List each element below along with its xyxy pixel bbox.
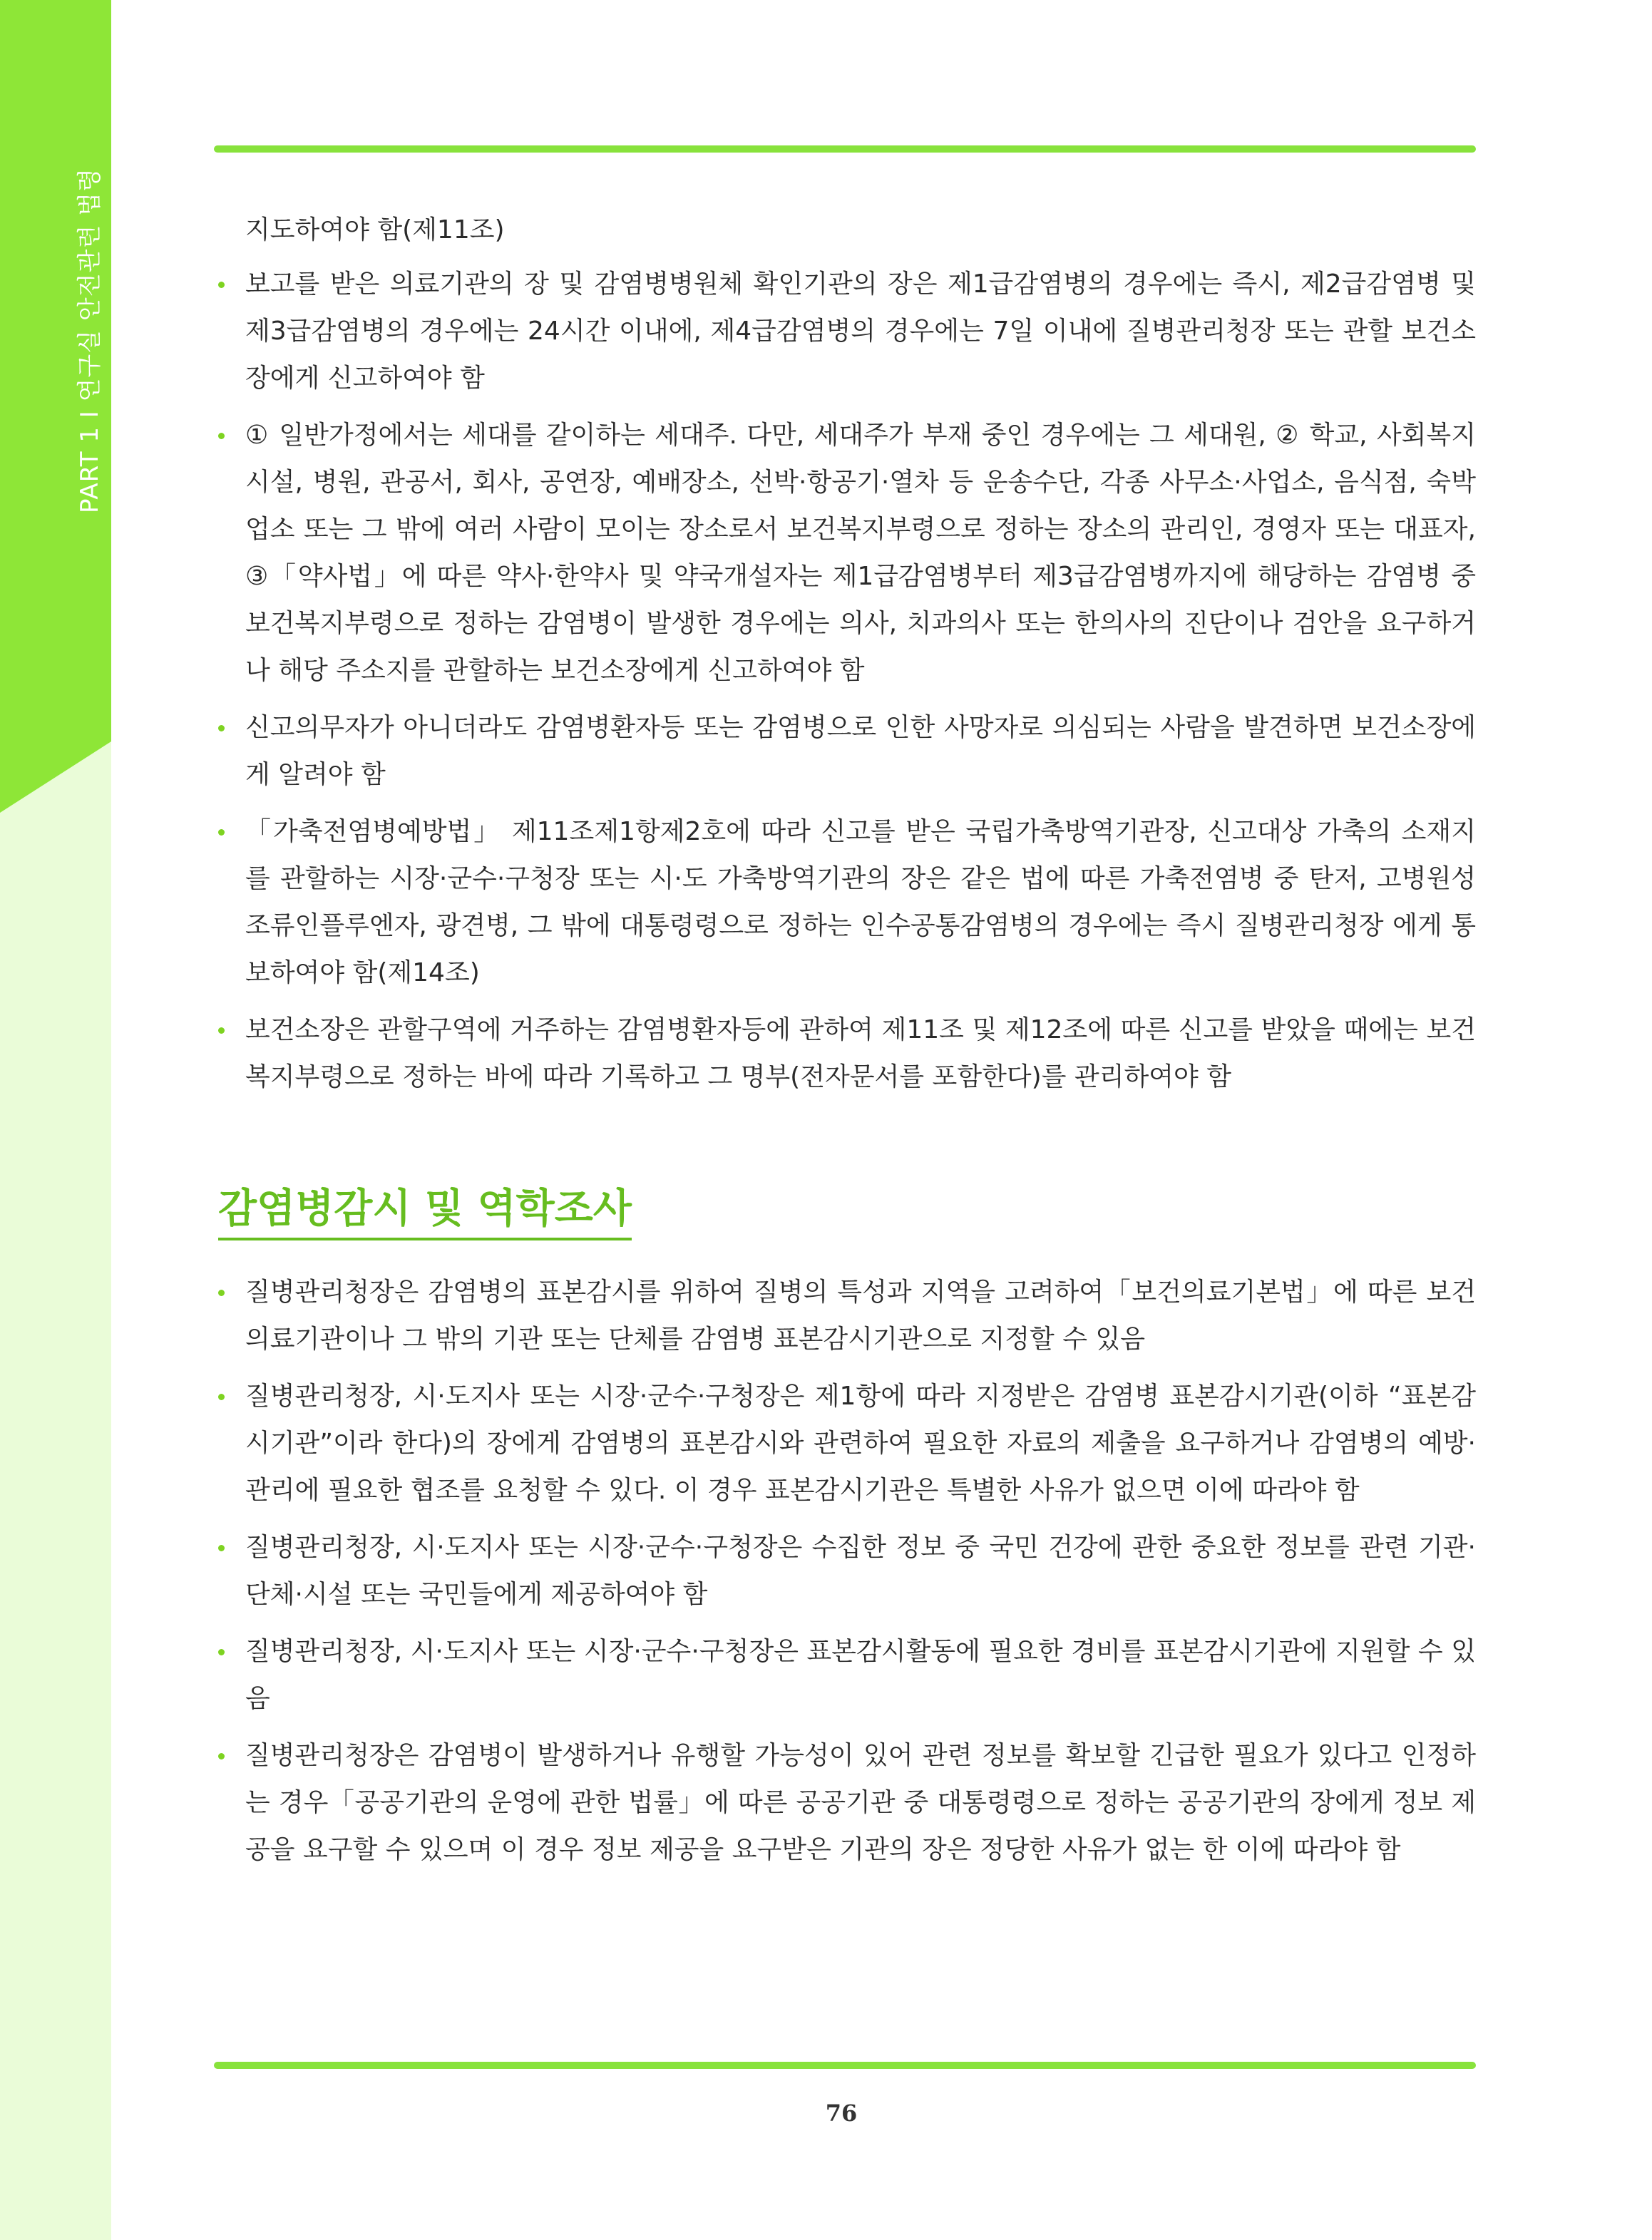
bullet-icon: [218, 433, 225, 439]
side-band: [0, 0, 111, 2240]
bullet-icon: [218, 1649, 225, 1655]
list-item: 보고를 받은 의료기관의 장 및 감염병병원체 확인기관의 장은 제1급감염병의 경우에는 즉시, 제2급감염병 및 제3급감염병의 경우에는 24시간 이내에, 제4급감염병의 경우에는 7일 이내에 질병관리청장 또는 관할 보건소장에게 신고하여야 함: [214, 261, 1476, 402]
list-item: 질병관리청장, 시·도지사 또는 시장·군수·구청장은 표본감시활동에 필요한 경비를 표본감시기관에 지원할 수 있음: [214, 1628, 1476, 1722]
bullet-icon: [218, 829, 225, 836]
list-item: 질병관리청장, 시·도지사 또는 시장·군수·구청장은 제1항에 따라 지정받은 감염병 표본감시기관(이하 “표본감시기관”이라 한다)의 장에게 감염병의 표본감시와 관련하여 필요한 자료의 제출을 요구하거나 감염병의 예방·관리에 필요한 협조를 요청할 수 있다. 이 경우 표본감시기관은 특별한 사유가 없으면 이에 따라야 함: [214, 1373, 1476, 1514]
bullet-icon: [218, 1753, 225, 1759]
list-item: 보건소장은 관할구역에 거주하는 감염병환자등에 관하여 제11조 및 제12조에 따른 신고를 받았을 때에는 보건복지부령으로 정하는 바에 따라 기록하고 그 명부(전자문서를 포함한다)를 관리하여야 함: [214, 1007, 1476, 1101]
section-heading: 감염병감시 및 역학조사: [218, 1182, 632, 1240]
bottom-divider: [214, 2062, 1476, 2069]
bullet-icon: [218, 1394, 225, 1400]
bullet-icon: [218, 1545, 225, 1551]
main-content: [214, 207, 1476, 1884]
page-number: 76: [825, 2100, 858, 2127]
side-part-label: PART 1 Ι 연구실 안전관련 법령: [76, 168, 104, 513]
bullet-icon: [218, 1027, 225, 1034]
list-item: ① 일반가정에서는 세대를 같이하는 세대주. 다만, 세대주가 부재 중인 경우에는 그 세대원, ② 학교, 사회복지시설, 병원, 관공서, 회사, 공연장, 예배장소, 선박·항공기·열차 등 운송수단, 각종 사무소·사업소, 음식점, 숙박업소 또는 그 밖에 여러 사람이 모이는 장소로서 보건복지부령으로 정하는 장소의 관리인, 경영자 또는 대표자, ③「약사법」에 따른 약사·한약사 및 약국개설자는 제1급감염병부터 제3급감염병까지에 해당하는 감염병 중 보건복지부령으로 정하는 감염병이 발생한 경우에는 의사, 치과의사 또는 한의사의 진단이나 검안을 요구하거나 해당 주소지를 관할하는 보건소장에게 신고하여야 함: [214, 412, 1476, 694]
bullet-icon: [218, 1290, 225, 1296]
intro-continuation: 지도하여야 함(제11조): [245, 215, 505, 245]
list-item: 질병관리청장은 감염병이 발생하거나 유행할 가능성이 있어 관련 정보를 확보할 긴급한 필요가 있다고 인정하는 경우「공공기관의 운영에 관한 법률」에 따른 공공기관 중 대통령령으로 정하는 공공기관의 장에게 정보 제공을 요구할 수 있으며 이 경우 정보 제공을 요구받은 기관의 장은 정당한 사유가 없는 한 이에 따라야 함: [214, 1732, 1476, 1874]
bullet-icon: [218, 725, 225, 731]
surveillance-list: [214, 1269, 1476, 1874]
list-item: 질병관리청장은 감염병의 표본감시를 위하여 질병의 특성과 지역을 고려하여「보건의료기본법」에 따른 보건의료기관이나 그 밖의 기관 또는 단체를 감염병 표본감시기관으로 지정할 수 있음: [214, 1269, 1476, 1363]
top-divider: [214, 145, 1476, 153]
list-item: 「가축전염병예방법」 제11조제1항제2호에 따라 신고를 받은 국립가축방역기관장, 신고대상 가축의 소재지를 관할하는 시장·군수·구청장 또는 시·도 가축방역기관의 장은 같은 법에 따른 가축전염병 중 탄저, 고병원성 조류인플루엔자, 광견병, 그 밖에 대통령령으로 정하는 인수공통감염병의 경우에는 즉시 질병관리청장 에게 통보하여야 함(제14조): [214, 808, 1476, 997]
list-item: 질병관리청장, 시·도지사 또는 시장·군수·구청장은 수집한 정보 중 국민 건강에 관한 중요한 정보를 관련 기관·단체·시설 또는 국민들에게 제공하여야 함: [214, 1524, 1476, 1618]
bullet-icon: [218, 282, 225, 288]
obligation-list: [214, 261, 1476, 1101]
list-item: 신고의무자가 아니더라도 감염병환자등 또는 감염병으로 인한 사망자로 의심되는 사람을 발견하면 보건소장에게 알려야 함: [214, 704, 1476, 798]
